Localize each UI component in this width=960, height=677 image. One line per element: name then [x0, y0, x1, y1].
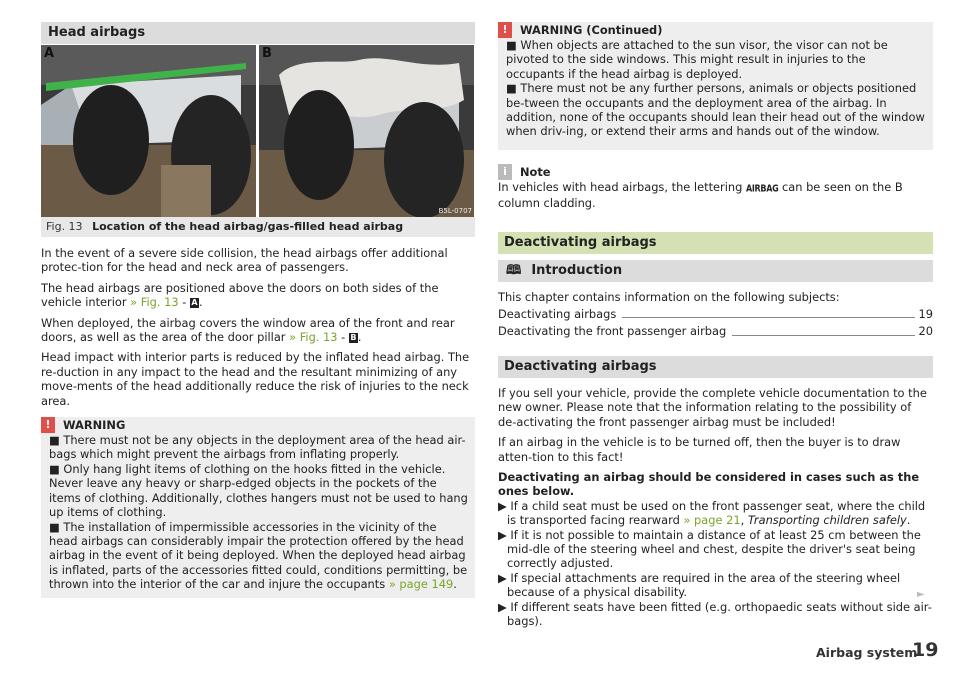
- paragraph-turned-off: If an airbag in the vehicle is to be turned off, then the buyer is to draw atten-tion to this fact!: [498, 435, 901, 464]
- photo-a: [41, 45, 256, 217]
- warning-item-1: ■ There must not be any objects in the deployment area of the head air-bags which might prevent the airbags from inflating properly.: [49, 433, 466, 462]
- warning-header: [41, 417, 475, 433]
- toc-item-page: 20: [918, 324, 933, 339]
- paragraph-2: The head airbags are positioned above the doors on both sides of the vehicle interior » Fig. 13 - A.: [41, 280, 439, 310]
- toc-item-deactivating-airbags[interactable]: [498, 307, 933, 321]
- box-letter-b: B: [350, 333, 357, 343]
- note-text-after: can be seen on the B column cladding.: [498, 179, 903, 211]
- figure-13: [41, 45, 475, 217]
- bullet-child-seat: ▶ If a child seat must be used on the front passenger seat, where the child is transported facing rearward » page 21, Transporting children safely.: [498, 498, 926, 528]
- warning-icon: !: [498, 22, 512, 38]
- bullet-child-seat-text: ▶ If a child seat must be used on the front passenger seat, where the child is transported facing rearward: [498, 498, 926, 528]
- figure-label-b: B: [262, 46, 272, 61]
- introduction-title: Introduction: [531, 262, 623, 278]
- airbag-badge: AIRBAG: [745, 182, 779, 194]
- note-header: [498, 164, 933, 180]
- warning-item-3-text: ■ The installation of impermissible accessories in the vicinity of the head airbags can considerably impair the protection offered by the head airbag in the event of it being deployed. When the deployed head airbag is inflated, parts of the accessories fitted could, conditions permitting, be thrown into the interior of the car and injure the occupants: [49, 519, 468, 592]
- figure-caption: [41, 217, 475, 237]
- continue-arrow-icon: ►: [917, 589, 925, 600]
- warning-continued-item-1: ■ When objects are attached to the sun visor, the visor can not be pivoted to the side windows. This might result in injuries to the occupants if the head airbag is deployed.: [506, 38, 888, 81]
- figure-number: Fig. 13: [46, 220, 83, 233]
- toc-item-label: Deactivating the front passenger airbag: [498, 324, 727, 339]
- car-interior-image-a: [41, 45, 256, 217]
- chapter-title-deactivating-airbags: Deactivating airbags: [498, 232, 933, 254]
- toc-leader: [732, 335, 914, 336]
- warning-icon: !: [41, 417, 55, 433]
- figure-caption-text: Location of the head airbag/gas-filled head airbag: [92, 220, 404, 233]
- paragraph-cases-heading: Deactivating an airbag should be considered in cases such as the ones below.: [498, 469, 920, 499]
- toc-item-label: Deactivating airbags: [498, 307, 617, 322]
- warning-box: [41, 417, 475, 597]
- section-title-head-airbags: Head airbags: [41, 22, 475, 44]
- bullet-attachments: ▶ If special attachments are required in the area of the steering wheel because of a physical disability.: [498, 570, 901, 600]
- page-21-link[interactable]: » page 21: [683, 513, 741, 528]
- left-column: [41, 22, 475, 598]
- warning-continued-box: [498, 22, 933, 150]
- fig-13-link-2[interactable]: » Fig. 13: [289, 330, 338, 345]
- bullet-distance: ▶ If it is not possible to maintain a distance of at least 25 cm between the mid-dle of the steering wheel and chest, despite the driver's seat being correctly adjusted.: [498, 527, 921, 571]
- note-text: [498, 180, 933, 211]
- footer-section-title: Airbag system: [816, 645, 918, 660]
- book-icon: 🕮: [506, 262, 522, 278]
- toc-leader: [622, 317, 914, 318]
- paragraph-1: In the event of a severe side collision, the head airbags offer additional protec-tion for the head and neck area of passengers.: [41, 246, 448, 275]
- intro-text: This chapter contains information on the following subjects:: [498, 289, 840, 304]
- separator: ,: [740, 513, 748, 528]
- transporting-children-ref: Transporting children safely: [747, 513, 907, 528]
- separator: -: [178, 295, 190, 310]
- bullet-different-seats: ▶ If different seats have been fitted (e.g. orthopaedic seats without side air-bags).: [498, 599, 932, 628]
- separator: -: [337, 330, 349, 345]
- info-icon: i: [498, 164, 512, 180]
- figure-code: B5L-0707: [438, 207, 472, 215]
- warning-continued-item-2: ■ There must not be any further persons, animals or objects positioned be-tween the occupants and the deployment area of the airbag. In addition, none of the occupants should lean their head out of the window when driv-ing, or extend their arms and hands out of the window.: [506, 81, 925, 139]
- page-number: 19: [912, 639, 939, 661]
- note-title: Note: [520, 164, 551, 179]
- introduction-header: [498, 260, 933, 282]
- warning-continued-title: WARNING (Continued): [520, 23, 663, 37]
- toc-list: [498, 307, 933, 339]
- toc-item-front-passenger-airbag[interactable]: [498, 324, 933, 338]
- fig-13-link[interactable]: » Fig. 13: [130, 295, 179, 310]
- paragraph-4: Head impact with interior parts is reduced by the inflated head airbag. The re-duction in any impact to the head and the resultant minimizing of any move-ments of the head additionally reduce the risk of injuries to the neck area.: [41, 350, 470, 408]
- warning-title: WARNING: [63, 418, 126, 433]
- figure-label-a: A: [44, 46, 55, 61]
- warning-item-2: ■ Only hang light items of clothing on the hooks fitted in the vehicle. Never leave any heavy or sharp-edged objects in the pockets of the items of clothing. Additionally, clothes hangers must not be used to hang up items of clothing.: [49, 461, 468, 520]
- warning-continued-header: [498, 22, 933, 38]
- page-149-link[interactable]: » page 149: [388, 577, 454, 592]
- toc-item-page: 19: [918, 307, 933, 322]
- note-text-before: In vehicles with head airbags, the lettering: [498, 179, 743, 194]
- paragraph-sell-vehicle: If you sell your vehicle, provide the complete vehicle documentation to the new owner. Please note that the information relating to the possibility of de-activating the front passenger airbag must be included!: [498, 385, 927, 429]
- warning-item-3: ■ The installation of impermissible accessories in the vicinity of the head airbags can considerably impair the protection offered by the head airbag in the event of it being deployed. When the deployed head airbag is inflated, parts of the accessories fitted could, conditions permitting, be thrown into the interior of the car and injure the occupants » page 149.: [49, 519, 468, 592]
- box-letter-a: A: [191, 298, 198, 308]
- right-column: [498, 22, 933, 628]
- section-title-deactivating-airbags: Deactivating airbags: [498, 356, 933, 378]
- paragraph-2-text: The head airbags are positioned above the doors on both sides of the vehicle interior: [41, 280, 439, 310]
- paragraph-3-text: When deployed, the airbag covers the window area of the front and rear doors, as well as the area of the door pillar: [41, 315, 455, 345]
- photo-b: [259, 45, 474, 217]
- paragraph-3: When deployed, the airbag covers the window area of the front and rear doors, as well as the area of the door pillar » Fig. 13 - B.: [41, 315, 455, 345]
- car-interior-image-b: [259, 45, 474, 217]
